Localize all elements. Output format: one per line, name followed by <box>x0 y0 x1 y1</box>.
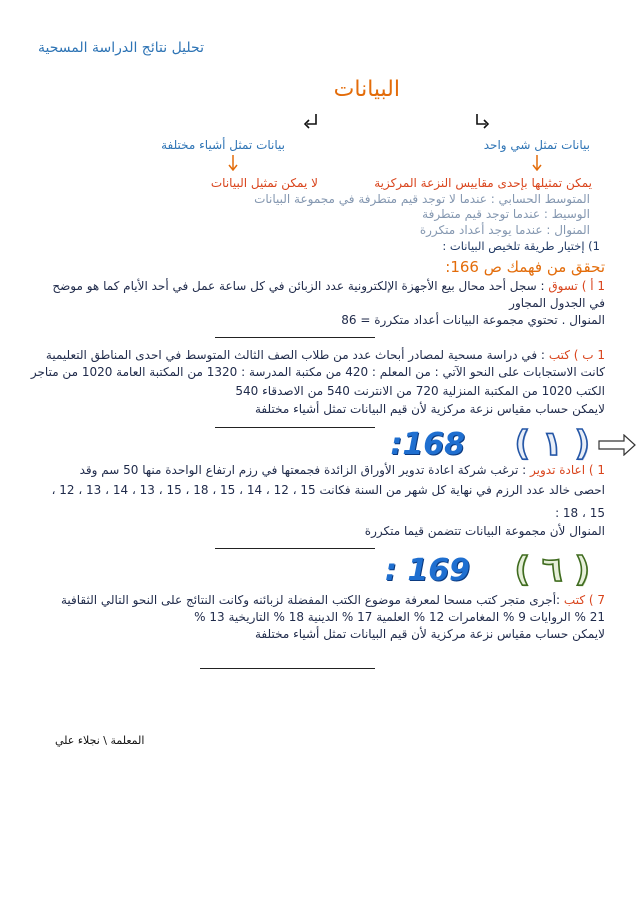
hollow-arrow-right-icon <box>598 434 636 456</box>
exercise-number: ( ١ ) <box>514 424 590 464</box>
section-recycling-line: احصى خالد عدد الرزم في نهاية كل شهر من السنة فكانت 15 ، 12 ، 14 ، 15 ، 18 ، 15 ، 13 ، 14 ، 13 ، 12 ، <box>51 483 605 497</box>
branch-different-label: بيانات تمثل أشياء مختلفة <box>161 138 285 152</box>
main-heading: البيانات <box>333 77 400 102</box>
separator-line <box>215 548 375 549</box>
measure-median: الوسيط : عندما توجد قيم متطرفة <box>422 207 590 221</box>
exercise-page: 168: <box>390 427 465 462</box>
document-title: تحليل نتائج الدراسة المسحية <box>38 40 204 56</box>
bent-arrow-down-right-icon <box>474 113 490 129</box>
step-heading: 1) إختيار طريقة تلخيص البيانات : <box>442 239 600 253</box>
section-recycling-label: 1 ) اعادة تدوير <box>530 463 605 477</box>
exercise-header-row <box>28 550 605 590</box>
section-7-line <box>28 592 605 609</box>
section-recycling-line: 15 ، 18 : <box>555 506 605 520</box>
branch-different-result: لا يمكن تمثيل البيانات <box>210 176 318 190</box>
exercise-number: ( ٦ ) <box>514 550 590 590</box>
section-7-line: 21 % الروايات 9 % المغامرات 12 % العلمية 17 % الدينية 18 % التاريخية 13 % <box>194 610 605 624</box>
section-recycling-text: : ترغب شركة اعادة تدوير الأوراق الزائدة فجمعتها في رزم ارتفاع الواحدة منها 50 سم وقد <box>79 463 527 477</box>
section-recycling-line <box>28 462 605 479</box>
section-7-answer: لايمكن حساب مقياس نزعة مركزية لأن قيم البيانات تمثل أشياء مختلفة <box>255 627 605 641</box>
exercise-header-row <box>28 424 605 464</box>
section-recycling-answer: المنوال لأن مجموعة البيانات تتضمن قيما متكررة <box>364 524 605 538</box>
section-1b-text: : في دراسة مسحية لمصادر أبحاث عدد من طلاب الصف الثالث المتوسط في احدى المناطق التعليمية <box>45 348 545 362</box>
section-1a-answer: المنوال . تحتوي مجموعة البيانات أعداد متكررة = 86 <box>341 313 605 327</box>
section-1b-answer: لايمكن حساب مقياس نزعة مركزية لأن قيم البيانات تمثل أشياء مختلفة <box>255 402 605 416</box>
bent-arrow-down-left-icon <box>303 113 319 129</box>
measure-mean: المتوسط الحسابي : عندما لا توجد قيم متطرفة في مجموعة البيانات <box>254 192 590 206</box>
check-understanding-heading: تحقق من فهمك ص 166: <box>445 258 605 276</box>
section-1a-line <box>28 278 605 295</box>
separator-line <box>200 668 375 669</box>
measure-mode: المنوال : عندما يوجد أعداد متكررة <box>419 223 590 237</box>
section-1a-label: 1 أ ) تسوق <box>548 279 605 293</box>
exercise-page: 169 : <box>384 553 470 588</box>
branch-single-result: يمكن تمثيلها بإحدى مقاييس النزعة المركزية <box>374 176 592 190</box>
teacher-signature: المعلمة \ نجلاء علي <box>55 734 145 747</box>
section-1b-line: الكتب 1020 من المكتبة المنزلية 720 من الانترنت 540 من الاصدقاء 540 <box>235 384 605 398</box>
section-1b-line <box>28 347 605 364</box>
exercises-content <box>28 256 605 669</box>
arrow-down-icon <box>228 155 238 171</box>
separator-line <box>215 337 375 338</box>
section-1a-line: في الجدول المجاور <box>509 296 605 310</box>
section-1b-label: 1 ب ) كتب <box>548 348 605 362</box>
section-1b-line: كانت الاستجابات على النحو الآتي : من المعلم : 420 من مكتبة المدرسة : 1320 من المكتبة العامة 1020 من متاجر <box>30 365 605 379</box>
section-7-text: :أجرى متجر كتب مسحا لمعرفة موضوع الكتب المفضلة لزبائنه وكانت النتائج على النحو التالي الثقافية <box>60 593 561 607</box>
section-1a-text: : سجل أحد محال بيع الأجهزة الإلكترونية عدد الزبائن في كل ساعة عمل في أحد الأيام كما هو موضح <box>52 279 545 293</box>
branch-single-label: بيانات تمثل شي واحد <box>483 138 590 152</box>
arrow-down-icon <box>532 155 542 171</box>
section-7-label: 7 ) كتب <box>563 593 605 607</box>
